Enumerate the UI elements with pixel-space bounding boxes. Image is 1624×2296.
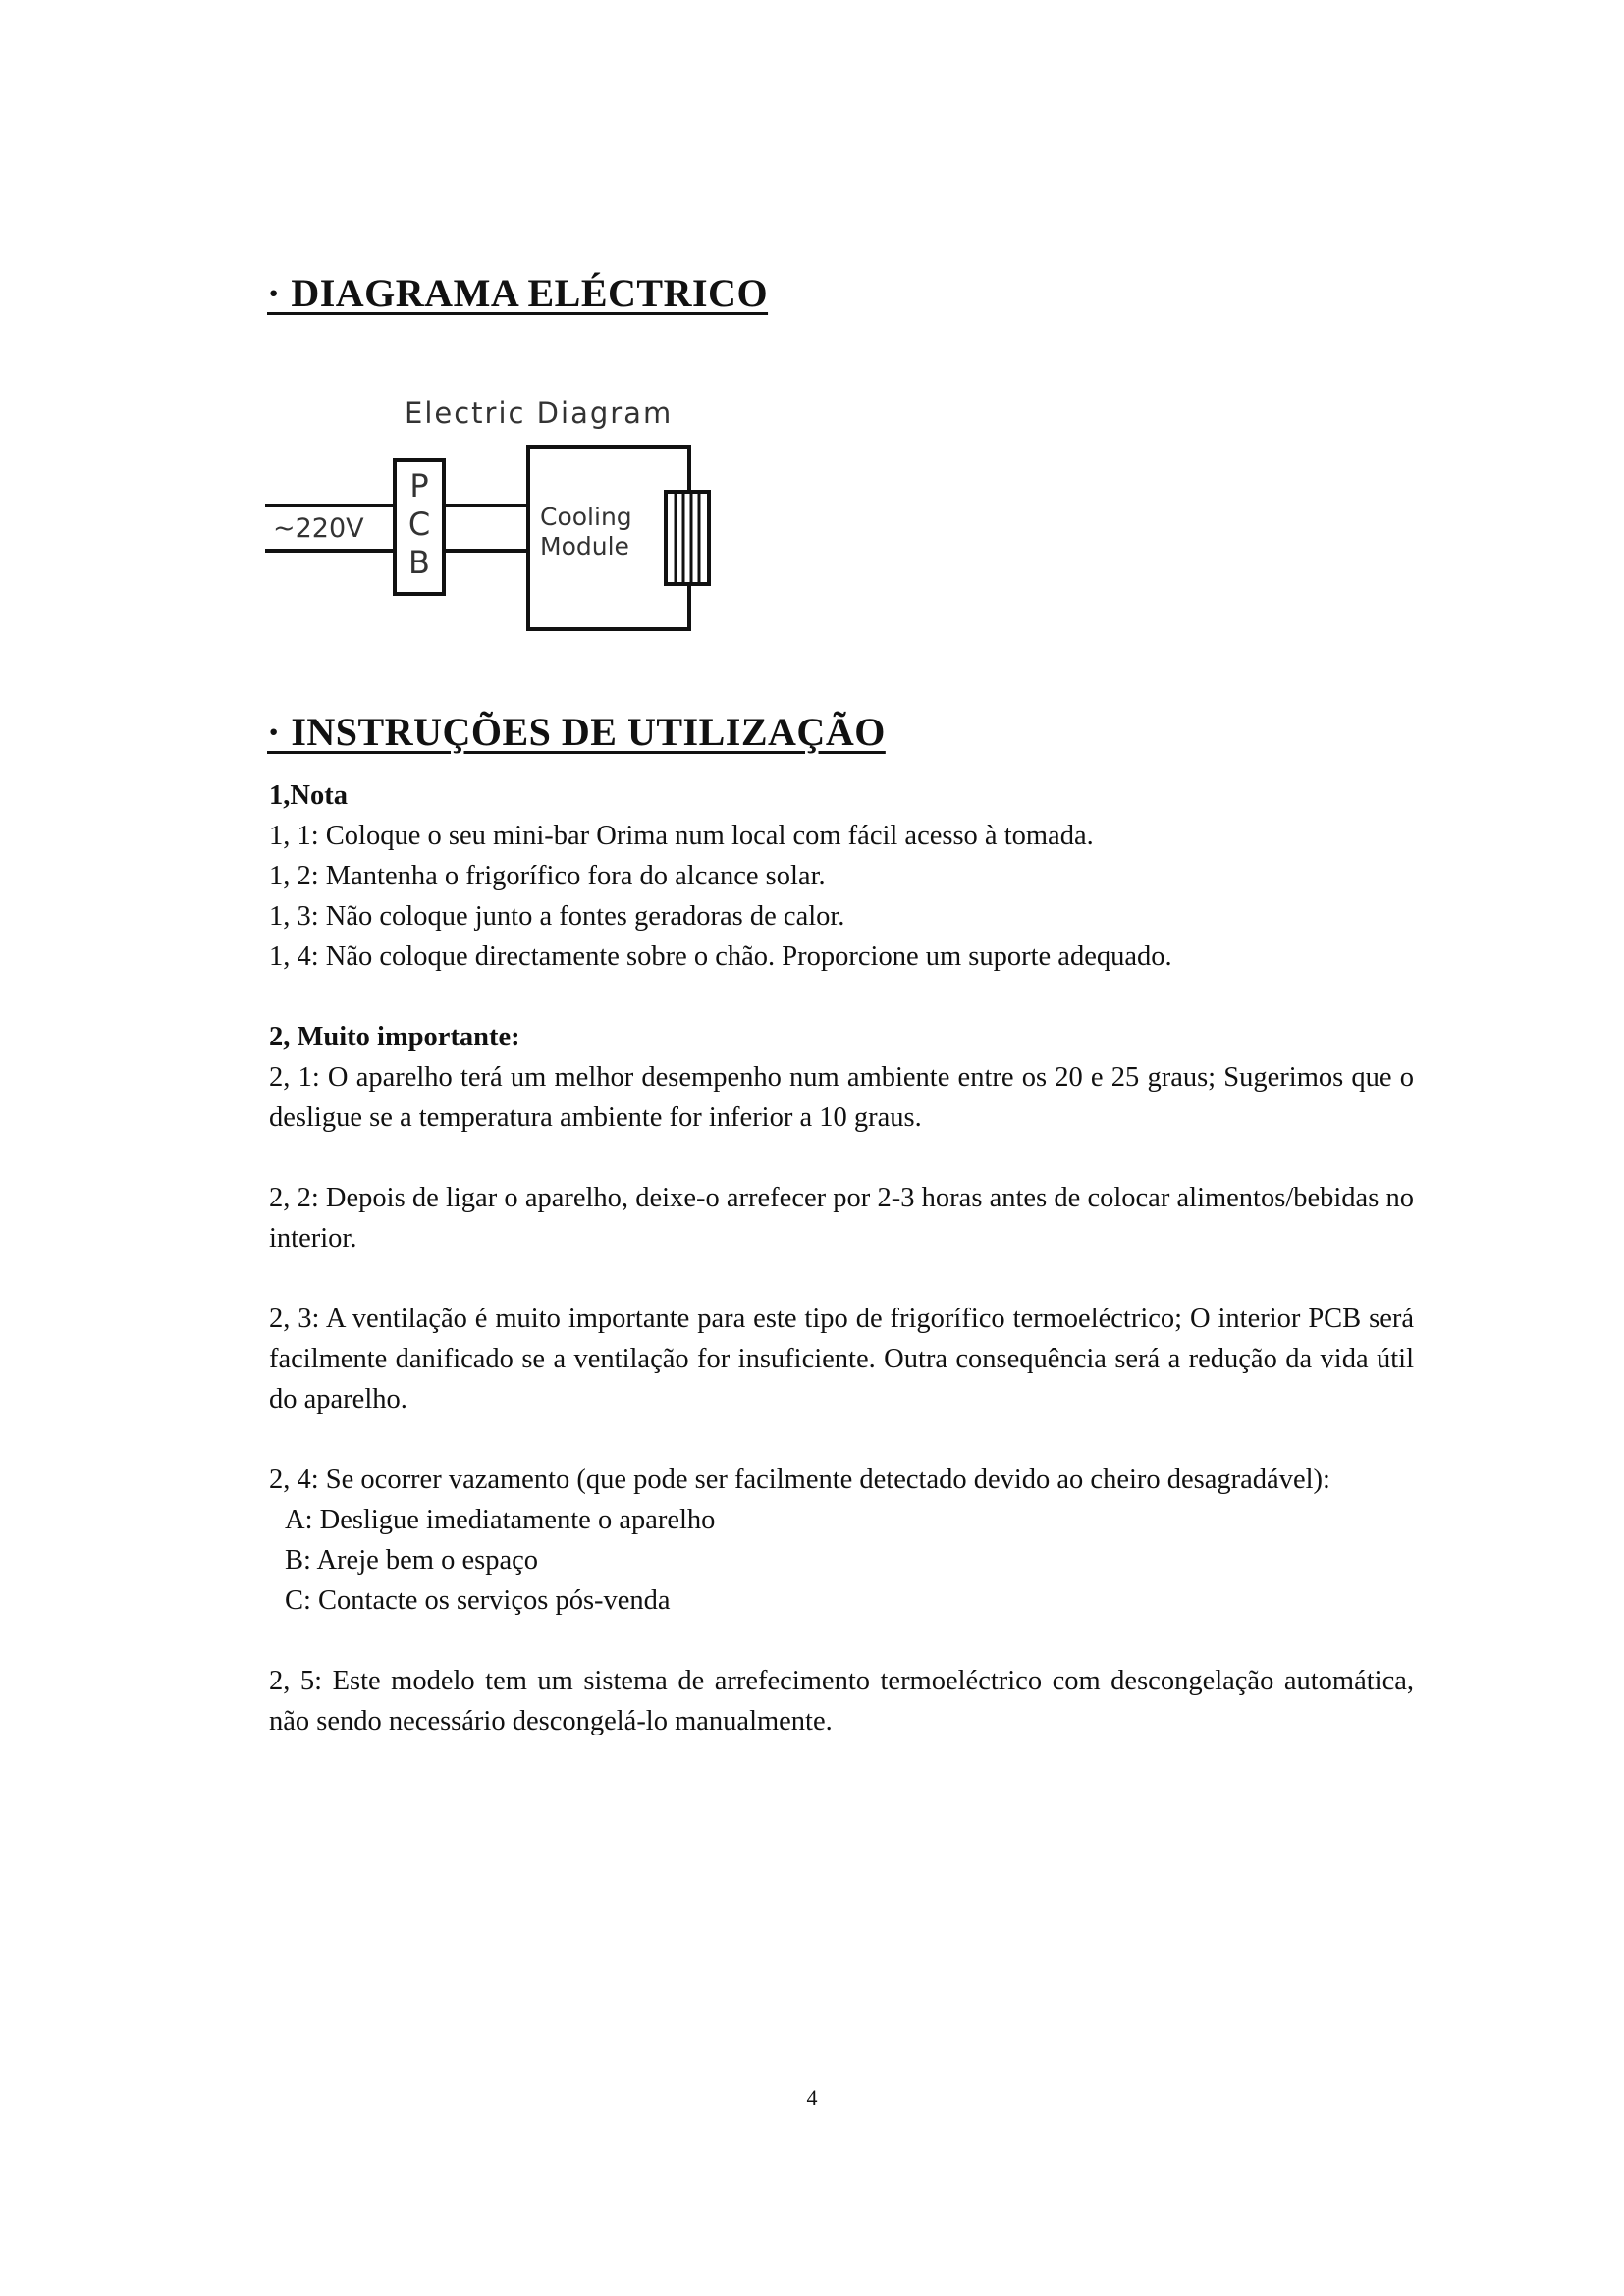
instruction-2-4-item: C: Contacte os serviços pós-venda [285,1585,671,1616]
instructions-body [269,775,1414,1741]
instruction-2-1: 2, 1: O aparelho terá um melhor desempenho num ambiente entre os 20 e 25 graus; Sugerimos que o desligue se a temperatura ambiente for inferior a 10 graus. [269,1062,1414,1133]
pcb-letter-b: B [408,544,430,581]
instruction-2-4-item: B: Areje bem o espaço [285,1545,539,1575]
pcb-letter-p: P [409,467,429,505]
module-label-line2: Module [540,532,629,561]
instruction-2-4: 2, 4: Se ocorrer vazamento (que pode ser facilmente detectado devido ao cheiro desagradável): [269,1465,1330,1495]
electric-diagram [265,388,736,643]
note-title: 1,Nota [269,780,348,811]
important-title: 2, Muito importante: [269,1022,520,1052]
section-heading-instructions: · INSTRUÇÕES DE UTILIZAÇÃO [267,710,886,754]
heat-sink [666,492,709,584]
diagram-title: Electric Diagram [405,397,674,430]
note-item: 1, 4: Não coloque directamente sobre o chão. Proporcione um suporte adequado. [269,941,1172,972]
module-label-line1: Cooling [540,503,632,531]
instruction-2-3: 2, 3: A ventilação é muito importante para este tipo de frigorífico termoeléctrico; O interior PCB será facilmente danificado se a ventilação for insuficiente. Outra consequência será a redução da vida útil do aparelho. [269,1304,1414,1415]
note-item: 1, 2: Mantenha o frigorífico fora do alcance solar. [269,861,826,891]
note-item: 1, 3: Não coloque junto a fontes geradoras de calor. [269,901,845,932]
note-item: 1, 1: Coloque o seu mini-bar Orima num local com fácil acesso à tomada. [269,821,1094,851]
section-heading-diagram: · DIAGRAMA ELÉCTRICO [267,271,769,315]
electric-diagram-figure [265,388,736,643]
pcb-letter-c: C [407,506,431,543]
voltage-label: ~220V [273,513,364,544]
instruction-2-2: 2, 2: Depois de ligar o aparelho, deixe-o arrefecer por 2-3 horas antes de colocar alimentos/bebidas no interior. [269,1183,1414,1254]
page-number: 4 [806,2085,818,2109]
instruction-2-4-item: A: Desligue imediatamente o aparelho [285,1505,716,1535]
instruction-2-5: 2, 5: Este modelo tem um sistema de arrefecimento termoeléctrico com descongelação automática, não sendo necessário descongelá-lo manualmente. [269,1666,1414,1736]
